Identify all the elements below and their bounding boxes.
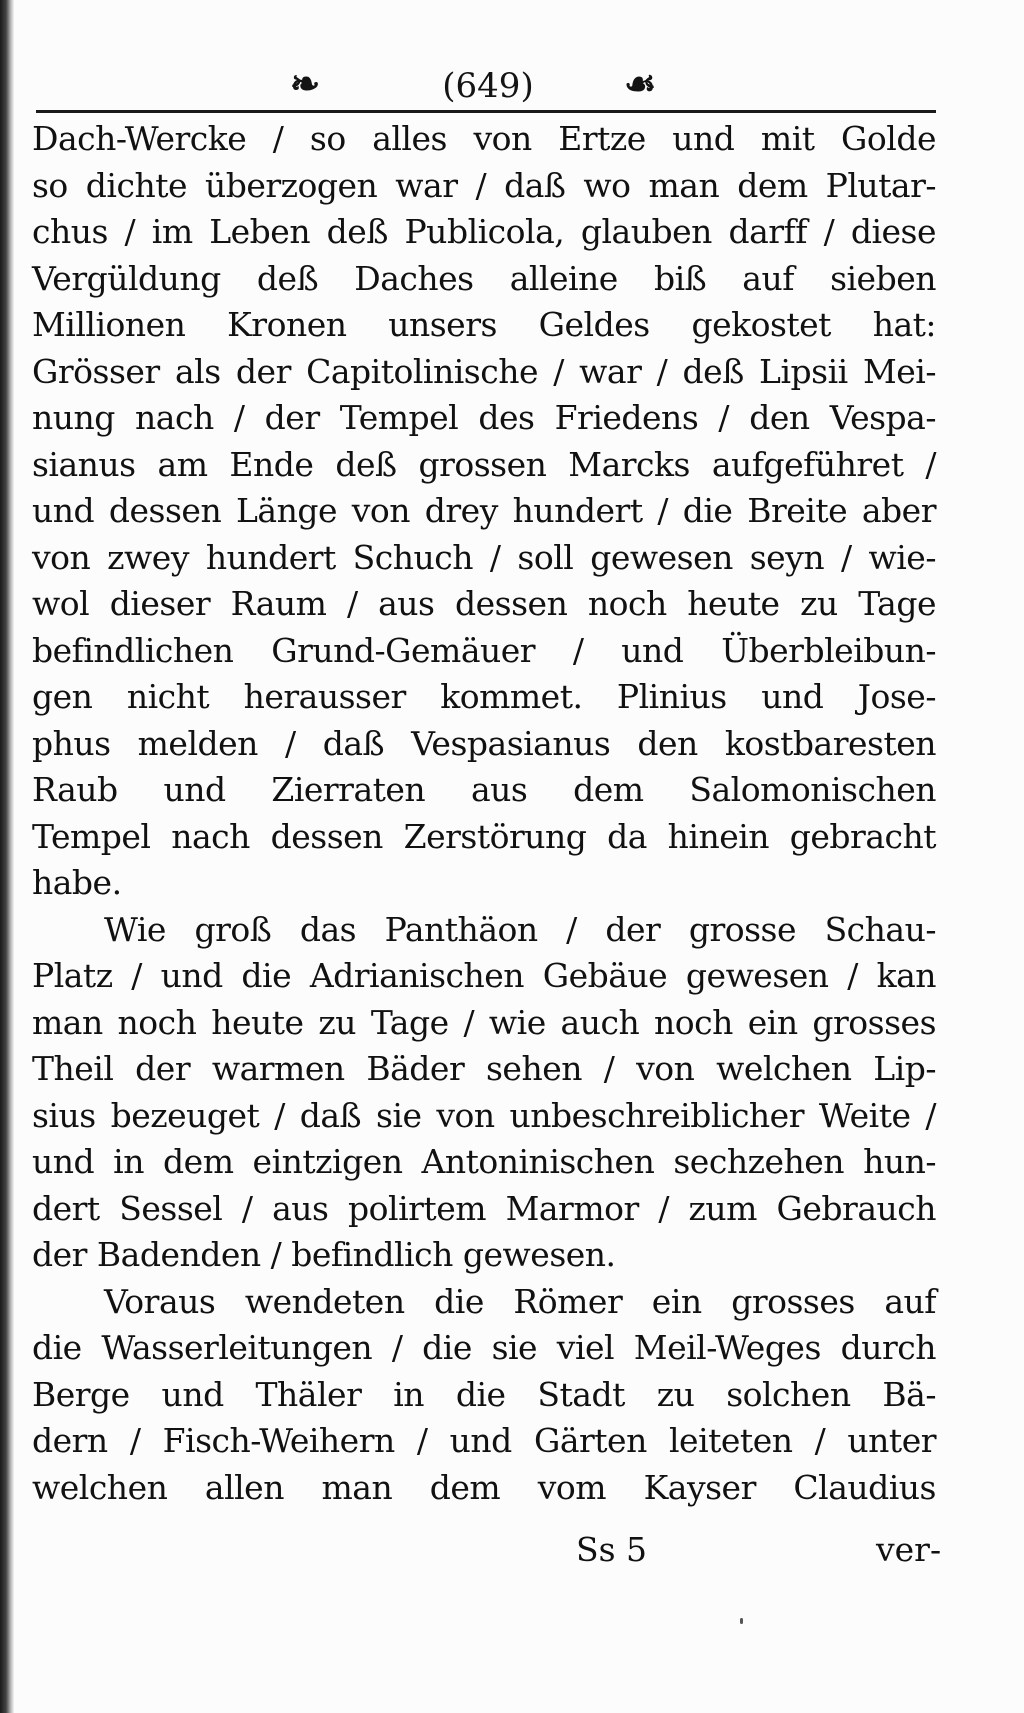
text-line: Voraus wendeten die Römer ein grosses auf <box>104 1281 936 1321</box>
text-line: Wie groß das Panthäon / der grosse Schau- <box>104 909 936 949</box>
text-line: wol dieser Raum / aus dessen noch heute zu Tage <box>32 584 936 623</box>
header-rule <box>36 110 936 113</box>
signature-mark: Ss 5 <box>576 1530 648 1569</box>
paper-speck <box>740 1618 743 1624</box>
text-line: dern / Fisch-Weihern / und Gärten leiteten / unter <box>32 1421 936 1460</box>
text-line: Tempel nach dessen Zerstörung da hinein gebracht <box>32 816 936 856</box>
text-line: befindlichen Grund-Gemäuer / und Überbleibun- <box>32 630 936 670</box>
text-line: Vergüldung deß Daches alleine biß auf sieben <box>32 258 936 298</box>
text-line: Dach-Wercke / so alles von Ertze und mit Golde <box>32 119 936 158</box>
text-line: habe. <box>32 863 122 902</box>
text-line: welchen allen man dem vom Kayser Claudius <box>32 1467 936 1507</box>
text-line: Platz / und die Adrianischen Gebäue gewesen / kan <box>32 956 936 995</box>
page-binding-edge <box>0 0 14 1713</box>
page-number: (649) <box>442 66 534 106</box>
text-line: Berge und Thäler in die Stadt zu solchen Bä- <box>32 1374 936 1414</box>
text-line: gen nicht herausser kommet. Plinius und Jose- <box>32 677 936 716</box>
paragraph-1 <box>32 116 936 907</box>
text-line: sianus am Ende deß grossen Marcks aufgeführet / <box>32 444 936 484</box>
text-line: phus melden / daß Vespasianus den kostbaresten <box>32 723 936 763</box>
text-line: man noch heute zu Tage / wie auch noch ein grosses <box>32 1002 936 1042</box>
text-line: und in dem eintzigen Antoninischen sechzehen hun- <box>32 1142 936 1181</box>
right-ornament-icon: ☙ <box>624 63 657 105</box>
text-line: dert Sessel / aus polirtem Marmor / zum Gebrauch <box>32 1188 936 1228</box>
text-line: die Wasserleitungen / die sie viel Meil-Weges durch <box>32 1328 936 1367</box>
text-line: chus / im Leben deß Publicola, glauben darff / diese <box>32 212 936 251</box>
paragraph-3 <box>32 1279 936 1512</box>
text-line: und dessen Länge von drey hundert / die Breite aber <box>32 491 936 530</box>
text-line: Theil der warmen Bäder sehen / von welchen Lip- <box>32 1049 936 1088</box>
running-head <box>36 60 940 112</box>
page-footer <box>36 1530 940 1590</box>
catchword: ver- <box>876 1530 942 1569</box>
paragraph-2 <box>32 907 936 1279</box>
text-line: nung nach / der Tempel des Friedens / den Vespa- <box>32 398 936 437</box>
text-line: Raub und Zierraten aus dem Salomonischen <box>32 770 936 809</box>
text-line: Millionen Kronen unsers Geldes gekostet hat: <box>32 305 936 344</box>
text-line: so dichte überzogen war / daß wo man dem Plutar- <box>32 165 936 205</box>
text-line: der Badenden / befindlich gewesen. <box>32 1235 616 1274</box>
text-line: von zwey hundert Schuch / soll gewesen seyn / wie- <box>32 537 936 577</box>
body-text <box>32 116 936 1511</box>
text-line: sius bezeuget / daß sie von unbeschreiblicher Weite / <box>32 1095 936 1135</box>
left-ornament-icon: ❧ <box>290 63 321 105</box>
text-line: Grösser als der Capitolinische / war / deß Lipsii Mei- <box>32 351 936 391</box>
